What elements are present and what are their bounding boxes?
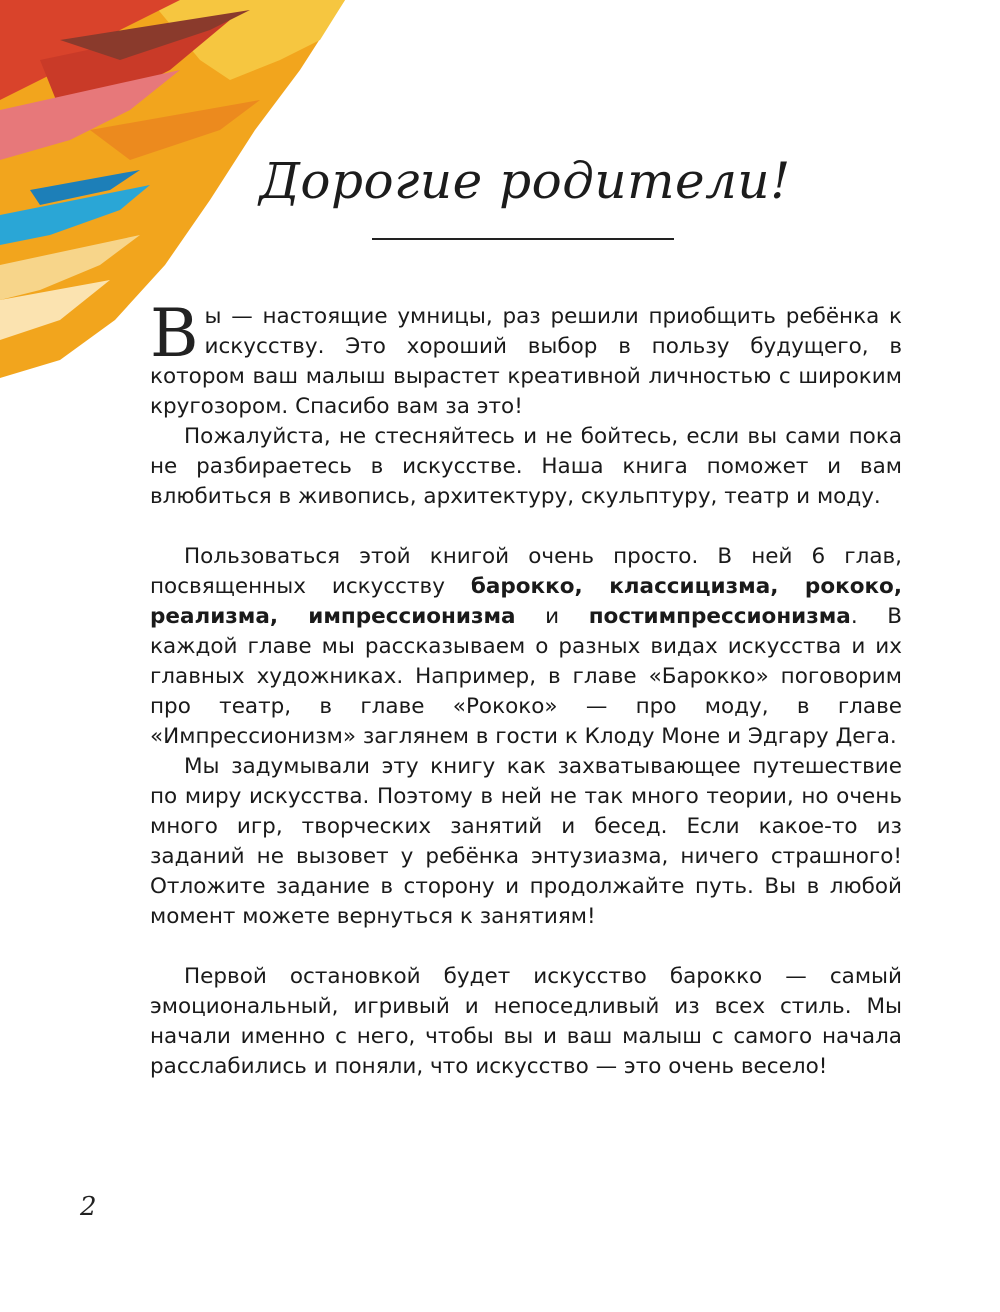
paragraph-1 xyxy=(150,295,902,422)
paragraph-1-text: ы — настоящие умницы, раз решили приобщить ребёнка к искусству. Это хороший выбор в пользу будущего, в котором ваш малыш вырастет креативной личностью с широким кругозором. Спасибо вам за это! xyxy=(150,304,902,419)
paragraph-3-text-c: . В каждой главе мы рассказываем о разных видах искусства и их главных художниках. Например, в главе «Барокко» поговорим про театр, в главе «Рококо» — про моду, в главе «Импрессионизм» заглянем в гости к Клоду Моне и Эдгару Дега. xyxy=(150,604,902,749)
paragraph-5: Первой остановкой будет искусство барокко — самый эмоциональный, игривый и непоседливый из всех стиль. Мы начали именно с него, чтобы вы и ваш малыш с самого начала расслабились и поняли, что искусство — это очень весело! xyxy=(150,964,902,1079)
styles-list-bold: барокко, классицизма, рококо, реализма, импрессионизма xyxy=(150,574,902,629)
page-title: Дорогие родители! xyxy=(259,152,791,210)
post-impressionism-bold: постимпрессионизма xyxy=(588,604,851,629)
body-text xyxy=(150,295,902,1082)
paragraph-2: Пожалуйста, не стесняйтесь и не бойтесь, если вы сами пока не разбираетесь в искусстве. Наша книга поможет и вам влюбиться в живопись, архитектуру, скульптуру, театр и моду. xyxy=(150,424,902,509)
drop-cap: В xyxy=(150,295,199,372)
paragraph-3-text-a: Пользоваться этой книгой очень просто. В ней 6 глав, посвященных искусству xyxy=(150,544,902,599)
paragraph-4: Мы задумывали эту книгу как захватывающее путешествие по миру искусства. Поэтому в ней не так много теории, но очень много игр, творческих занятий и бесед. Если какое-то из заданий не вызовет у ребёнка энтузиазма, ничего страшного! Отложите задание в сторону и продолжайте путь. Вы в любой момент можете вернуться к занятиям! xyxy=(150,754,902,929)
paragraph-3 xyxy=(150,542,902,752)
page-number: 2 xyxy=(80,1192,97,1222)
paragraph-3-text-b: и xyxy=(515,604,589,629)
title-underline xyxy=(372,238,674,240)
